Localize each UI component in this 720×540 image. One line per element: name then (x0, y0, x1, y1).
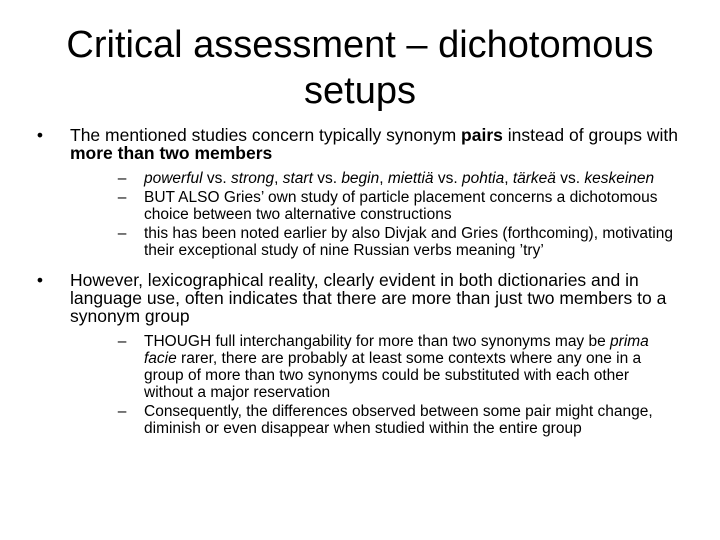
bullet-dot-icon: • (36, 270, 44, 290)
bullet-dot-icon: • (36, 125, 44, 145)
sub-bullet-2-2: – Consequently, the differences observed between some pair might change, diminish or even disappear when studied within the entire group (112, 403, 680, 437)
dash-icon: – (117, 225, 127, 242)
bullet-1-subitems (70, 170, 680, 259)
dash-icon: – (117, 170, 127, 187)
bullet-2-text: However, lexicographical reality, clearly evident in both dictionaries and in language use, often indicates that there are more than just two members to a synonym group (70, 270, 667, 326)
sub-bullet-2-1: – THOUGH full interchangability for more than two synonyms may be prima facie rarer, there are probably at least some contexts where any one in a group of more than two synonyms could be substituted with each other without a major reservation (112, 333, 680, 401)
sub-bullet-1-2: – BUT ALSO Gries’ own study of particle placement concerns a dichotomous choice between two alternative constructions (112, 189, 680, 223)
title-line-1: Critical assessment – dichotomous (66, 24, 654, 66)
sub-bullet-1-1: – powerful vs. strong, start vs. begin, miettiä vs. pohtia, tärkeä vs. keskeinen (112, 170, 680, 187)
dash-icon: – (117, 189, 127, 206)
dash-icon: – (117, 333, 127, 350)
slide-title (40, 22, 680, 114)
slide-body (30, 126, 680, 447)
bullet-1 (30, 126, 680, 259)
sub-bullet-1-3: – this has been noted earlier by also Divjak and Gries (forthcoming), motivating their exceptional study of nine Russian verbs meaning ’try’ (112, 225, 680, 259)
bullet-1-text: The mentioned studies concern typically synonym pairs instead of groups with more than two members (70, 125, 678, 163)
bullet-2-subitems (70, 333, 680, 437)
bullet-2 (30, 271, 680, 437)
title-line-2: setups (304, 70, 416, 112)
dash-icon: – (117, 403, 127, 420)
